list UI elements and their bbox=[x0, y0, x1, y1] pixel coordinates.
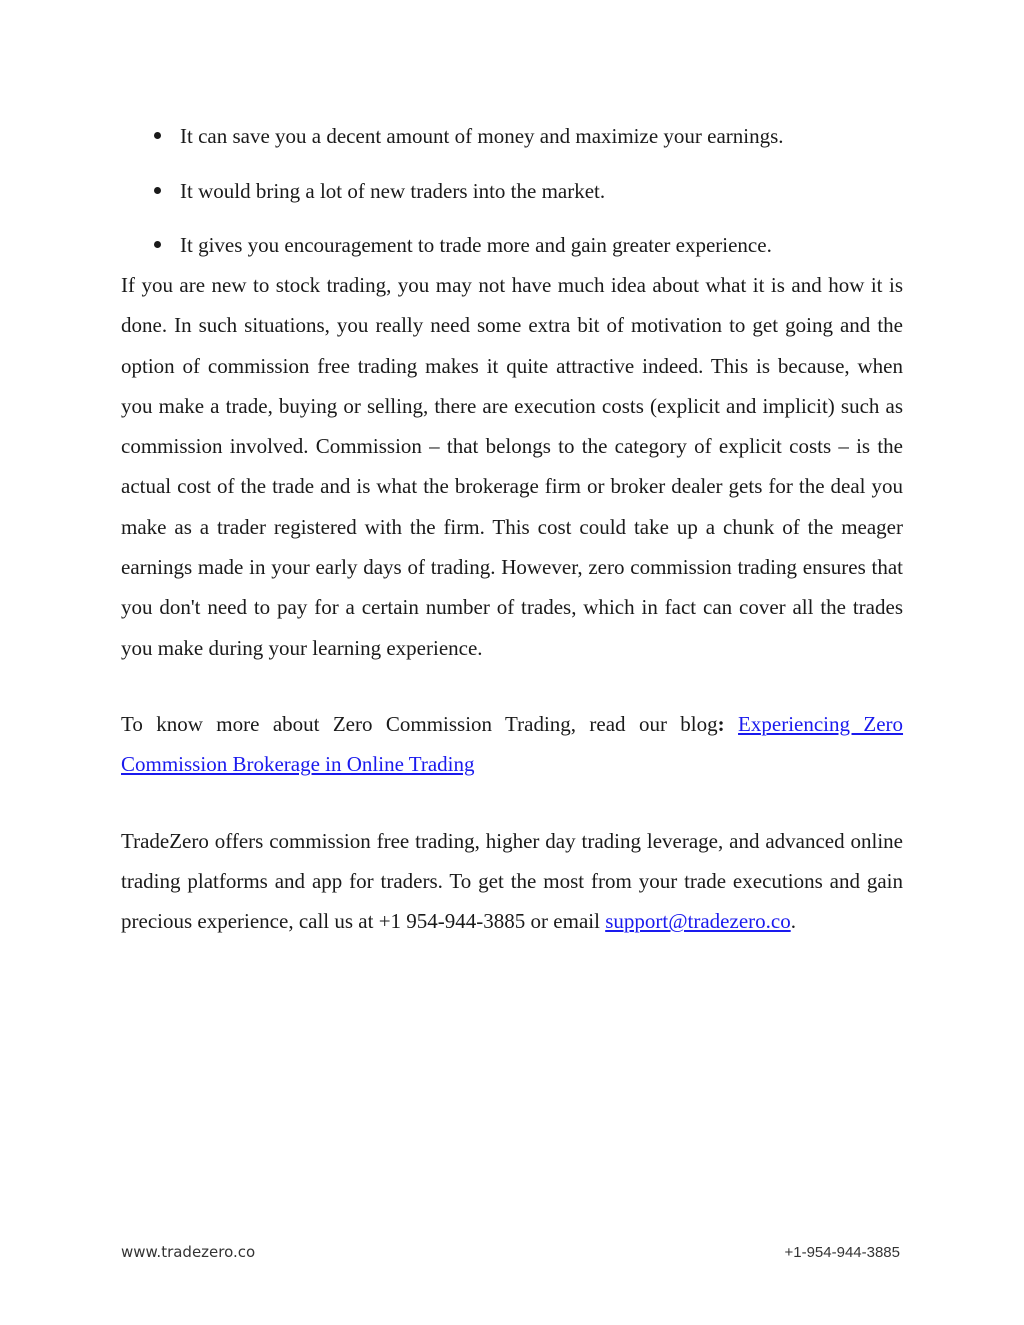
list-item bbox=[121, 171, 903, 211]
page-footer bbox=[121, 1243, 900, 1263]
blog-intro-text: To know more about Zero Commission Trading, read our blog bbox=[121, 711, 718, 736]
footer-website: www.tradezero.co bbox=[121, 1243, 256, 1261]
blog-paragraph bbox=[121, 704, 903, 785]
list-item-text: It can save you a decent amount of money and maximize your earnings. bbox=[180, 124, 784, 148]
offer-paragraph bbox=[121, 821, 903, 942]
list-item bbox=[121, 116, 903, 156]
footer-phone: +1-954-944-3885 bbox=[784, 1244, 900, 1261]
benefits-list bbox=[121, 116, 903, 265]
offer-end: . bbox=[790, 909, 796, 934]
list-item-text: It would bring a lot of new traders into the market. bbox=[180, 178, 606, 203]
list-item bbox=[121, 225, 903, 265]
offer-text: TradeZero offers commission free trading, higher day trading leverage, and advanced online trading platforms and app for traders. To get the most from your trade executions and gain precious experience, call us at +1 954-944-3885 or email bbox=[121, 828, 903, 934]
blog-colon: : bbox=[717, 711, 725, 736]
blog-link[interactable]: Experiencing Zero Commission Brokerage in Online Trading bbox=[121, 711, 904, 777]
bullet-icon bbox=[154, 241, 161, 248]
main-paragraph: If you are new to stock trading, you may not have much idea about what it is and how it is done. In such situations, you really need some extra bit of motivation to get going and the option of commission free trading makes it quite attractive indeed. This is because, when you make a trade, buying or selling, there are execution costs (explicit and implicit) such as commission involved. Commission – that belongs to the category of explicit costs – is the actual cost of the trade and is what the brokerage firm or broker dealer gets for the deal you make as a trader registered with the firm. This cost could take up a chunk of the meager earnings made in your early days of trading. However, zero commission trading ensures that you don't need to pay for a certain number of trades, which in fact can cover all the trades you make during your learning experience. bbox=[121, 273, 903, 660]
support-email-link[interactable]: support@tradezero.co bbox=[605, 909, 791, 934]
document-body bbox=[121, 116, 903, 941]
bullet-icon bbox=[154, 132, 161, 139]
bullet-icon bbox=[154, 187, 161, 194]
list-item-text: It gives you encouragement to trade more and gain greater experience. bbox=[180, 233, 772, 257]
